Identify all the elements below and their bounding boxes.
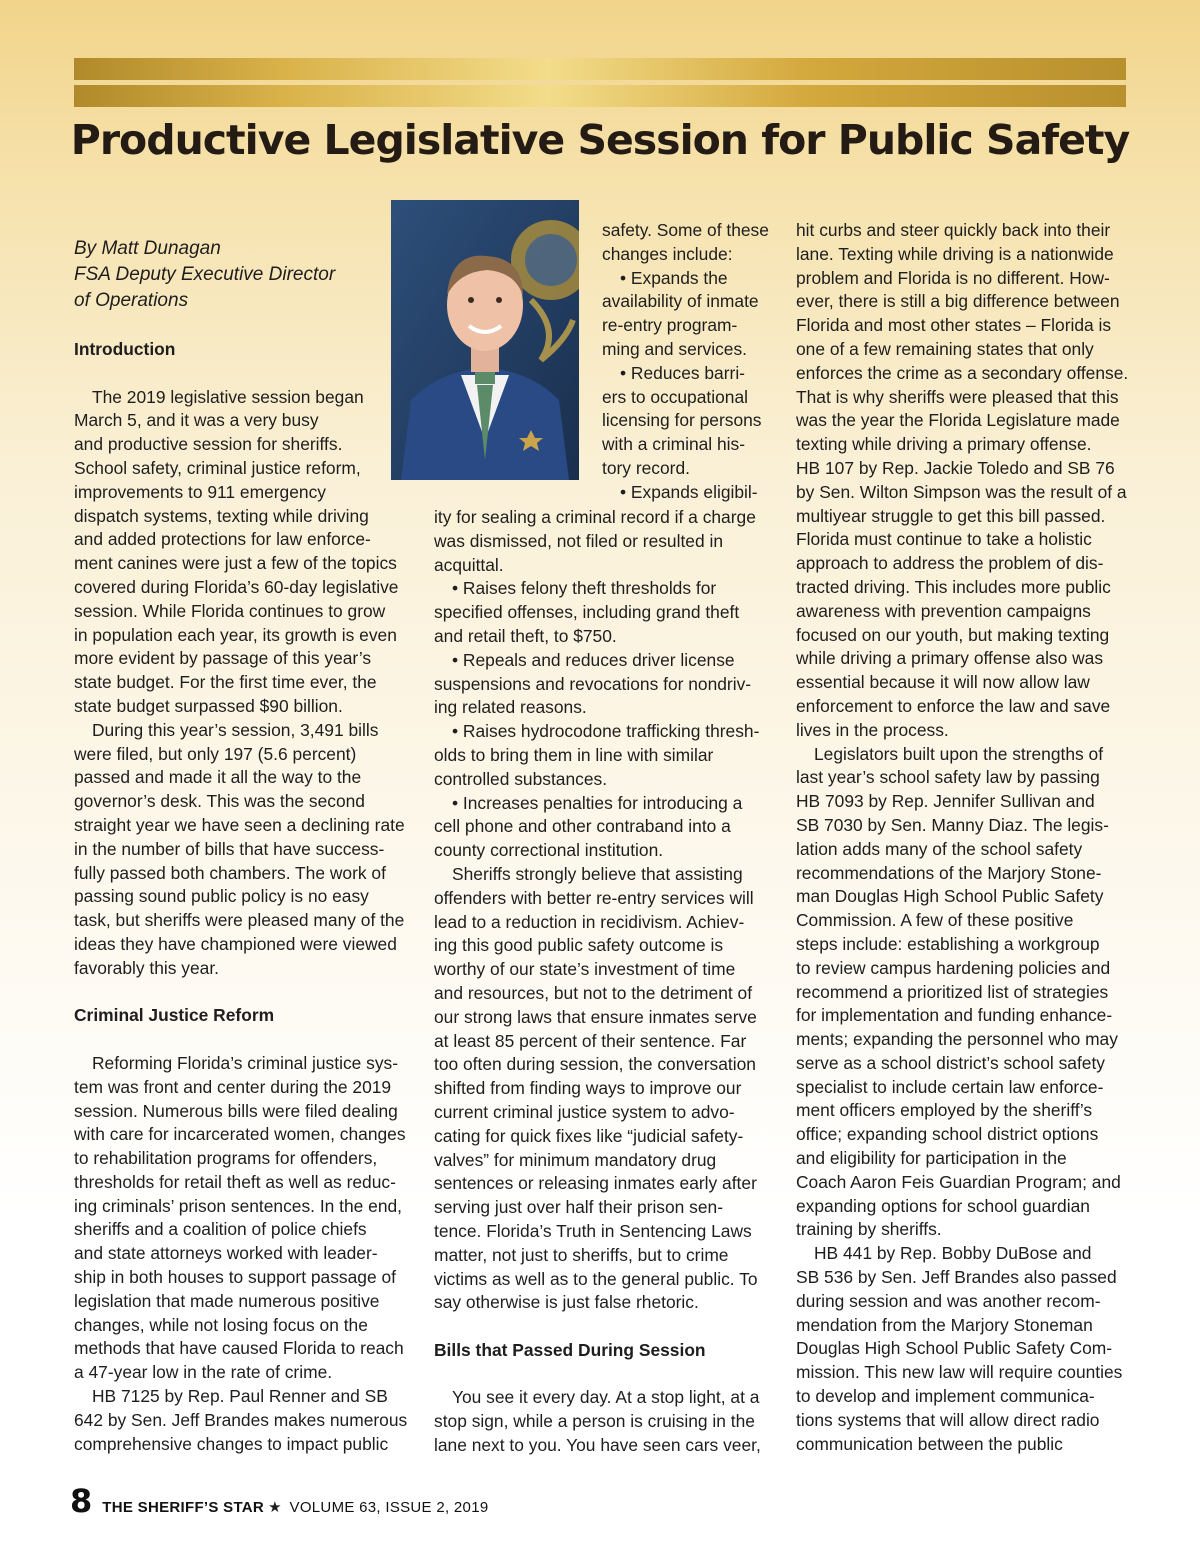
text-line: lane. Texting while driving is a nationwide	[796, 243, 1114, 264]
section-heading: Criminal Justice Reform	[74, 1005, 275, 1026]
text-line: acquittal.	[434, 554, 504, 575]
text-line: lead to a reduction in recidivism. Achiev-	[434, 911, 745, 932]
text-line: SB 536 by Sen. Jeff Brandes also passed	[796, 1267, 1117, 1288]
text-line: ment officers employed by the sheriff’s	[796, 1100, 1093, 1121]
text-line: shifted from finding ways to improve our	[434, 1078, 742, 1099]
text-line: session. Numerous bills were filed dealing	[74, 1100, 398, 1121]
text-line: task, but sheriffs were pleased many of the	[74, 910, 405, 931]
text-line: HB 7093 by Rep. Jennifer Sullivan and	[796, 791, 1095, 812]
text-line: licensing for persons	[602, 410, 762, 431]
text-line: Coach Aaron Feis Guardian Program; and	[796, 1171, 1121, 1192]
text-line: approach to address the problem of dis-	[796, 553, 1104, 574]
text-line: training by sheriffs.	[796, 1219, 942, 1240]
text-line: SB 7030 by Sen. Manny Diaz. The legis-	[796, 814, 1109, 835]
text-line: ment canines were just a few of the topics	[74, 553, 397, 574]
text-line: • Repeals and reduces driver license	[452, 649, 735, 670]
text-line: availability of inmate	[602, 291, 759, 312]
text-line: hit curbs and steer quickly back into their	[796, 220, 1111, 240]
text-line: tory record.	[602, 457, 690, 478]
text-line: was the year the Florida Legislature made	[796, 410, 1120, 431]
text-line: enforcement to enforce the law and save	[796, 695, 1111, 716]
text-line: legislation that made numerous positive	[74, 1290, 380, 1311]
spacer	[74, 981, 414, 1005]
text-line: our strong laws that ensure inmates serve	[434, 1006, 757, 1027]
text-line: enforces the crime as a secondary offense.	[796, 362, 1129, 383]
text-line: and productive session for sheriffs.	[74, 434, 343, 455]
text-line: ing related reasons.	[434, 697, 587, 718]
issue-info: VOLUME 63, ISSUE 2, 2019	[289, 1499, 489, 1516]
text-line: lives in the process.	[796, 719, 949, 740]
text-line: Florida must continue to take a holistic	[796, 529, 1092, 550]
page-footer	[70, 1482, 488, 1520]
text-line: expanding options for school guardian	[796, 1195, 1090, 1216]
text-line: covered during Florida’s 60-day legislative	[74, 576, 399, 597]
text-line: suspensions and revocations for nondriv-	[434, 673, 752, 694]
text-line: a 47-year low in the rate of crime.	[74, 1362, 333, 1383]
spacer	[434, 1315, 779, 1339]
text-line: fully passed both chambers. The work of	[74, 862, 386, 883]
text-line: lation adds many of the school safety	[796, 838, 1083, 859]
text-line: multiyear struggle to get this bill passed.	[796, 505, 1106, 526]
text-line: victims as well as to the general public. To	[434, 1268, 758, 1289]
star-icon: ★	[268, 1499, 282, 1516]
text-line: lane next to you. You have seen cars veer,	[434, 1435, 761, 1456]
text-line: tence. Florida’s Truth in Sentencing Laws	[434, 1220, 752, 1241]
text-line: cell phone and other contraband into a	[434, 816, 731, 837]
text-line: Douglas High School Public Safety Com-	[796, 1338, 1113, 1359]
column-middle-top	[602, 219, 777, 505]
text-line: ship in both houses to support passage of	[74, 1267, 396, 1288]
byline-author: By Matt Dunagan	[74, 238, 221, 259]
text-line: ideas they have championed were viewed	[74, 933, 397, 954]
text-line: county correctional institution.	[434, 840, 664, 861]
text-line: and added protections for law enforce-	[74, 529, 371, 550]
text-line: 642 by Sen. Jeff Brandes makes numerous	[74, 1409, 408, 1430]
text-line: specified offenses, including grand theft	[434, 602, 740, 623]
text-line: HB 7125 by Rep. Paul Renner and SB	[92, 1386, 388, 1407]
text-line: serving just over half their prison sen-	[434, 1197, 724, 1218]
text-line: to review campus hardening policies and	[796, 957, 1111, 978]
text-line: changes, while not losing focus on the	[74, 1314, 368, 1335]
text-line: too often during session, the conversation	[434, 1054, 756, 1075]
spacer	[434, 1363, 779, 1387]
text-line: re-entry program-	[602, 315, 738, 336]
text-line: • Raises felony theft thresholds for	[452, 578, 717, 599]
text-line: was dismissed, not filed or resulted in	[434, 530, 724, 551]
text-line: straight year we have seen a declining rate	[74, 814, 405, 835]
text-line: during session and was another recom-	[796, 1290, 1101, 1311]
text-line: say otherwise is just false rhetoric.	[434, 1292, 699, 1313]
text-line: cating for quick fixes like “judicial safety-	[434, 1125, 744, 1146]
text-line: while driving a primary offense also was	[796, 648, 1104, 669]
text-line: During this year’s session, 3,491 bills	[92, 719, 379, 740]
text-line: You see it every day. At a stop light, at a	[452, 1387, 760, 1408]
text-line: and eligibility for participation in the	[796, 1148, 1067, 1169]
text-line: session. While Florida continues to grow	[74, 600, 386, 621]
text-line: focused on our youth, but making texting	[796, 624, 1110, 645]
text-line: with a criminal his-	[602, 434, 746, 455]
text-line: Reforming Florida’s criminal justice sys-	[92, 1052, 399, 1073]
column-right	[796, 219, 1141, 1456]
text-line: current criminal justice system to advo-	[434, 1101, 735, 1122]
text-line: tem was front and center during the 2019	[74, 1076, 392, 1097]
text-line: awareness with prevention campaigns	[796, 600, 1091, 621]
text-line: ments; expanding the personnel who may	[796, 1029, 1118, 1050]
text-line: were filed, but only 197 (5.6 percent)	[74, 743, 357, 764]
text-line: communication between the public	[796, 1433, 1063, 1454]
text-line: improvements to 911 emergency	[74, 481, 326, 502]
text-line: more evident by passage of this year’s	[74, 648, 372, 669]
section-heading: Introduction	[74, 339, 176, 359]
text-line: The 2019 legislative session began	[92, 386, 364, 407]
text-line: ever, there is still a big difference between	[796, 291, 1120, 312]
text-line: for implementation and funding enhance-	[796, 1005, 1113, 1026]
text-line: to rehabilitation programs for offenders,	[74, 1148, 378, 1169]
text-line: matter, not just to sheriffs, but to crime	[434, 1244, 729, 1265]
text-line: essential because it will now allow law	[796, 672, 1090, 693]
text-line: favorably this year.	[74, 957, 219, 978]
text-line: ing this good public safety outcome is	[434, 935, 724, 956]
gold-divider-bar-bottom	[74, 85, 1126, 107]
text-line: Commission. A few of these positive	[796, 910, 1074, 931]
text-line: HB 107 by Rep. Jackie Toledo and SB 76	[796, 457, 1115, 478]
text-line: tions systems that will allow direct radio	[796, 1409, 1100, 1430]
text-line: passed and made it all the way to the	[74, 767, 362, 788]
text-line: • Increases penalties for introducing a	[452, 792, 743, 813]
text-line: dispatch systems, texting while driving	[74, 505, 369, 526]
text-line: ming and services.	[602, 338, 747, 359]
text-line: serve as a school district’s school safety	[796, 1052, 1105, 1073]
text-line: specialist to include certain law enforce-	[796, 1076, 1104, 1097]
text-line: controlled substances.	[434, 768, 608, 789]
text-line: state budget surpassed $90 billion.	[74, 695, 343, 716]
text-line: recommendations of the Marjory Stone-	[796, 862, 1102, 883]
byline-dept: of Operations	[74, 290, 189, 311]
gold-divider-bar-top	[74, 58, 1126, 80]
page-number: 8	[70, 1482, 93, 1520]
text-line: office; expanding school district options	[796, 1124, 1099, 1145]
text-line: steps include: establishing a workgroup	[796, 933, 1100, 954]
text-line: Florida and most other states – Florida is	[796, 315, 1112, 336]
text-line: last year’s school safety law by passing	[796, 767, 1100, 788]
text-line: with care for incarcerated women, changes	[74, 1124, 406, 1145]
author-portrait-icon	[391, 200, 579, 480]
byline	[74, 236, 384, 314]
text-line: • Raises hydrocodone trafficking thresh-	[452, 721, 760, 742]
text-line: safety. Some of these	[602, 220, 769, 240]
text-line: • Expands eligibil-	[620, 481, 758, 502]
text-line: and retail theft, to $750.	[434, 625, 617, 646]
text-line: to develop and implement communica-	[796, 1386, 1095, 1407]
author-photo	[391, 200, 579, 480]
text-line: one of a few remaining states that only	[796, 338, 1094, 359]
text-line: thresholds for retail theft as well as reduc-	[74, 1171, 396, 1192]
text-line: state budget. For the first time ever, the	[74, 672, 377, 693]
text-line: • Expands the	[620, 267, 728, 288]
text-line: stop sign, while a person is cruising in the	[434, 1411, 755, 1432]
text-line: and resources, but not to the detriment of	[434, 982, 753, 1003]
text-line: problem and Florida is no different. How-	[796, 267, 1110, 288]
text-line: That is why sheriffs were pleased that this	[796, 386, 1119, 407]
text-line: mission. This new law will require counties	[796, 1362, 1123, 1383]
text-line: March 5, and it was a very busy	[74, 410, 319, 431]
byline-title: FSA Deputy Executive Director	[74, 264, 336, 285]
text-line: sheriffs and a coalition of police chiefs	[74, 1219, 367, 1240]
text-line: man Douglas High School Public Safety	[796, 886, 1104, 907]
text-line: olds to bring them in line with similar	[434, 744, 714, 765]
text-line: ity for sealing a criminal record if a charge	[434, 507, 756, 527]
text-line: • Reduces barri-	[620, 362, 745, 383]
text-line: texting while driving a primary offense.	[796, 434, 1092, 455]
text-line: Legislators built upon the strengths of	[814, 743, 1104, 764]
text-line: governor’s desk. This was the second	[74, 791, 365, 812]
section-heading: Bills that Passed During Session	[434, 1339, 706, 1360]
text-line: comprehensive changes to impact public	[74, 1433, 389, 1454]
text-line: methods that have caused Florida to reach	[74, 1338, 404, 1359]
spacer	[74, 1028, 414, 1052]
text-line: in population each year, its growth is even	[74, 624, 397, 645]
article-title: Productive Legislative Session for Public Safety	[70, 116, 1130, 164]
text-line: sentences or releasing inmates early after	[434, 1173, 757, 1194]
text-line: ers to occupational	[602, 386, 748, 407]
text-line: School safety, criminal justice reform,	[74, 457, 361, 478]
text-line: passing sound public policy is no easy	[74, 886, 369, 907]
text-line: tracted driving. This includes more public	[796, 576, 1111, 597]
column-left	[74, 338, 414, 1456]
text-line: mendation from the Marjory Stoneman	[796, 1314, 1093, 1335]
text-line: worthy of our state’s investment of time	[434, 959, 736, 980]
text-line: Sheriffs strongly believe that assisting	[452, 863, 743, 884]
text-line: at least 85 percent of their sentence. Far	[434, 1030, 747, 1051]
text-line: changes include:	[602, 243, 733, 264]
column-middle	[434, 506, 779, 1458]
text-line: offenders with better re-entry services will	[434, 887, 754, 908]
text-line: recommend a prioritized list of strategies	[796, 981, 1109, 1002]
text-line: in the number of bills that have success-	[74, 838, 385, 859]
spacer	[74, 362, 414, 386]
text-line: by Sen. Wilton Simpson was the result of a	[796, 481, 1127, 502]
text-line: ing criminals’ prison sentences. In the end,	[74, 1195, 403, 1216]
magazine-name: THE SHERIFF’S STAR	[102, 1499, 265, 1516]
text-line: valves” for minimum mandatory drug	[434, 1149, 717, 1170]
text-line: and state attorneys worked with leader-	[74, 1243, 378, 1264]
text-line: HB 441 by Rep. Bobby DuBose and	[814, 1243, 1092, 1264]
